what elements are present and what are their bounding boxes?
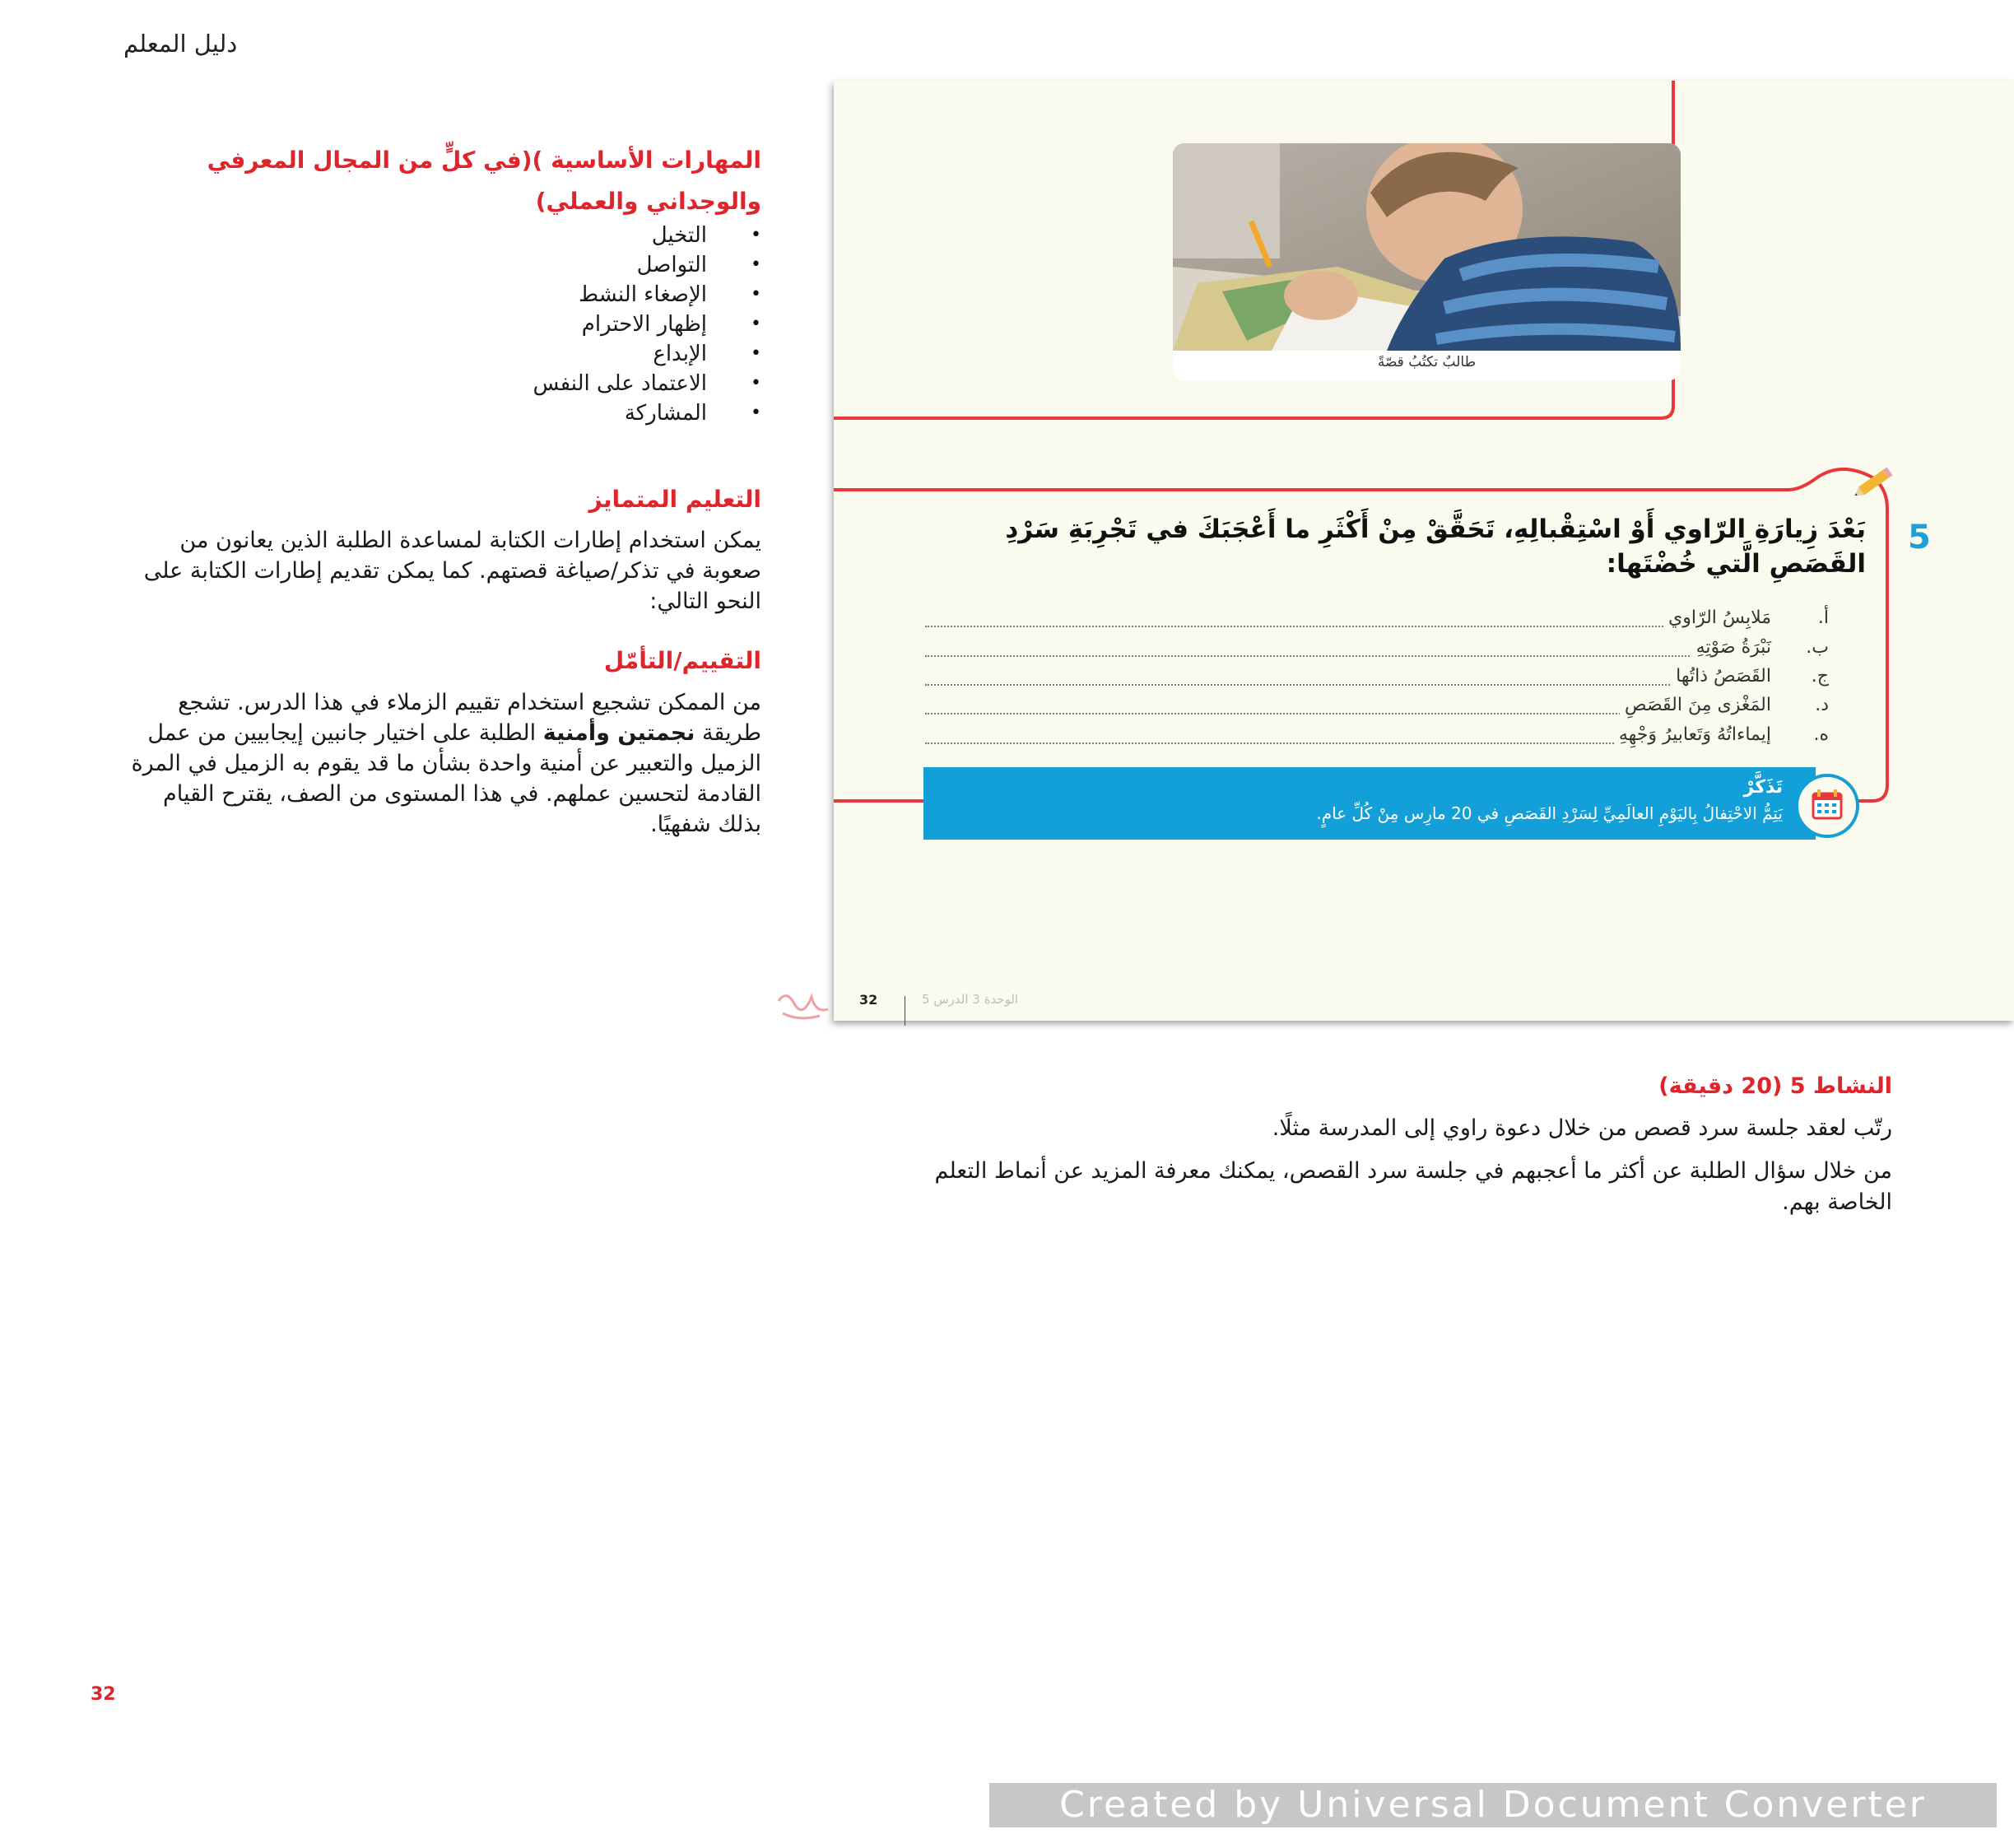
- question-row: [925, 637, 1829, 662]
- guide-header-title: دليل المعلم: [123, 30, 238, 58]
- skills-heading-line1: المهارات الأساسية )(في كلٍّ من المجال المعرفي: [207, 147, 761, 174]
- question-letter: د.: [1815, 695, 1829, 715]
- skills-list-item: • التخيل: [350, 221, 761, 250]
- question-text: مَلابِسُ الرّاوي: [1663, 607, 1771, 628]
- question-text: القَصَصُ ذاتُها: [1671, 666, 1771, 687]
- remember-box: [923, 767, 1816, 840]
- skills-list-item: • الاعتماد على النفس: [350, 369, 761, 398]
- skills-list: [350, 221, 761, 428]
- assessment-heading: التقييم/التأمّل: [603, 647, 761, 674]
- assessment-body-part2: الطلبة على اختيار جانبين إيجابيين من عمل الزميل والتعبير عن أمنية واحدة بشأن ما قد يقوم به الزميل في المرة القادمة لتحسين عملهم. في هذا المستوى من الصف، يقترح القيام بذلك شفهيًا.: [131, 720, 761, 837]
- student-photo: [1173, 143, 1681, 380]
- differentiation-body: يمكن استخدام إطارات الكتابة لمساعدة الطلبة الذين يعانون من صعوبة في تذكر/صياغة قصتهم. كما يمكن تقديم إطارات الكتابة على النحو التالي:: [143, 528, 761, 614]
- activity-number: 5: [1908, 519, 1931, 556]
- answer-line[interactable]: [925, 655, 1771, 657]
- answer-line[interactable]: [925, 626, 1771, 627]
- question-row: [925, 666, 1829, 691]
- question-text: المَغْزى مِنَ القَصَصِ: [1620, 695, 1771, 715]
- question-text: نَبْرَةُ صَوْتِهِ: [1691, 637, 1771, 658]
- assessment-body: [119, 687, 761, 840]
- skills-list-item: • التواصل: [350, 250, 761, 280]
- photo-caption: طالبٌ تكتُبُ قصّةً: [1377, 354, 1477, 370]
- skills-list-item: • المشاركة: [350, 398, 761, 428]
- skills-list-item: • الإبداع: [350, 339, 761, 369]
- footer-unit-label: الوحدة 3 الدرس 5: [922, 992, 1019, 1007]
- pencil-icon: [1850, 461, 1900, 502]
- skills-list-item: • إظهار الاحترام: [350, 310, 761, 339]
- question-row: [925, 695, 1829, 719]
- skills-list-item: • الإصغاء النشط: [350, 280, 761, 310]
- converter-watermark: Created by Universal Document Converter: [989, 1783, 1997, 1827]
- question-letter: ج.: [1811, 666, 1829, 687]
- remember-text: يَتِمُّ الاحْتِفالُ بِاليَوْمِ العالَمِيِّ لِسَرْدِ القَصَصِ في 20 مارِس مِنْ كُلِّ عامٍ.: [1316, 803, 1783, 823]
- activity5-paragraph: من خلال سؤال الطلبة عن أكثر ما أعجبهم في جلسة سرد القصص، يمكنك معرفة المزيد عن أنماط التعلم الخاصة بهم.: [934, 1158, 1892, 1215]
- question-row: [925, 724, 1829, 749]
- boy-writing-image: [1173, 143, 1681, 351]
- answer-line[interactable]: [925, 684, 1771, 686]
- question-letter: ه.: [1813, 724, 1829, 745]
- inner-page-number: 32: [859, 992, 878, 1008]
- assessment-body-bold: نجمتين وأمنية: [542, 720, 695, 746]
- page-number: 32: [91, 1684, 116, 1705]
- skills-heading: [136, 140, 761, 222]
- remember-title: تَذَكَّرْ: [1743, 777, 1783, 798]
- activity5-paragraph: رتّب لعقد جلسة سرد قصص من خلال دعوة راوي إلى المدرسة مثلًا.: [1272, 1115, 1892, 1141]
- activity5-heading: النشاط 5 (20 دقيقة): [1658, 1073, 1892, 1099]
- question-letter: أ.: [1817, 607, 1829, 628]
- assessment-body-part1: من الممكن تشجيع استخدام تقييم الزملاء في هذا الدرس. تشجع طريقة: [178, 690, 761, 746]
- question-row: [925, 607, 1829, 632]
- question-letter: ب.: [1806, 637, 1829, 658]
- activity-prompt: بَعْدَ زِيارَةِ الرّاوي أَوْ اسْتِقْبالِهِ، تَحَقَّقْ مِنْ أَكْثَرِ ما أَعْجَبَكَ في تَجْرِبَةِ سَرْدِ القَصَصِ الَّتي خُضْتَها:: [1005, 514, 1866, 579]
- question-text: إيماءاتُهُ وَتَعابيرُ وَجْهِهِ: [1614, 724, 1771, 745]
- differentiation-heading: التعليم المتمايز: [588, 486, 761, 513]
- red-stamp-mark: [770, 985, 836, 1026]
- skills-heading-line2: والوجداني والعملي): [535, 188, 761, 215]
- calendar-icon: [1795, 774, 1859, 838]
